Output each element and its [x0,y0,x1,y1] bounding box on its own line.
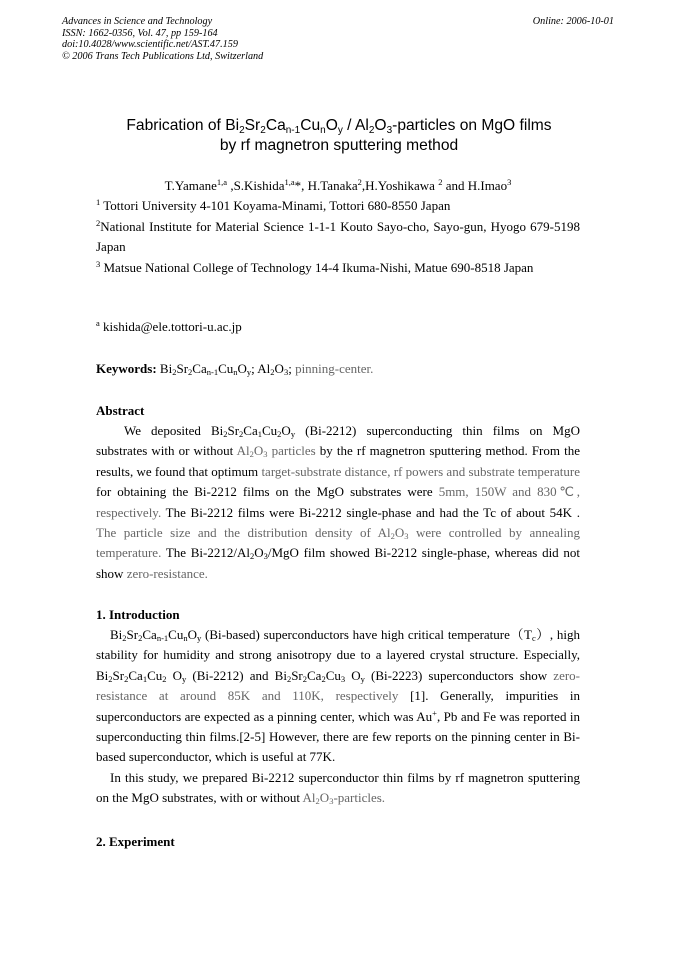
doi: doi:10.4028/www.scientific.net/AST.47.159 [62,39,238,51]
copyright: © 2006 Trans Tech Publications Ltd, Switzerland [62,50,264,62]
issn: ISSN: 1662-0356, Vol. 47, pp 159-164 [62,27,218,39]
email: $^a$ kishida@ele.tottori-u.ac.jp [96,318,242,334]
affiliation-2: $^2$National Institute for Material Science 1-1-1 Kouto Sayo-cho, Sayo-gun, Hyogo 679-5198 Japan [96,218,580,254]
journal-header [62,16,392,62]
introduction-heading: 1. Introduction [96,607,180,622]
title-line-1: Fabrication of $Bi_2Sr_2Ca_{n-1}Cu_nO_y$ / $Al_2O_3$-particles on MgO films [126,117,552,136]
experiment-heading: 2. Experiment [96,834,175,849]
abstract-text: We deposited $Bi_2Sr_2Ca_1Cu_2O_y$ (Bi-2212) superconducting thin films on MgO substrates with or without $Al_2O_3$ particles by the rf magnetron sputtering method. From the results, we found that optimum target-substrate distance, rf powers and substrate temperature for obtaining the Bi-2212 films on the MgO substrates were 5mm, 150W and 830℃, respectively. The Bi-2212 films were Bi-2212 single-phase and had the Tc of about 54K . The particle size and the distribution density of $Al_2O_3$ were controlled by annealing temperature. The $Bi-2212/Al_2O_3$/MgO film showed Bi-2212 single-phase, whereas did not show zero-resistance. [96,423,581,581]
author-list: T.Yamane$^{1,a}$ ,S.Kishida$^{1,a}$*, H.Tanaka$^2$,H.Yoshikawa $^2$ and H.Imao$^3$ [164,177,512,193]
abstract-heading: Abstract [96,403,145,418]
affiliation-1: $^1$ Tottori University 4-101 Koyama-Minami, Tottori 680-8550 Japan [96,197,451,213]
introduction-paragraph-2: In this study, we prepared Bi-2212 superconductor thin films by rf magnetron sputtering on the MgO substrates, with or without $Al_2O_3$-particles. [96,770,580,807]
journal-name: Advances in Science and Technology [62,16,213,27]
affiliation-3: $^3$ Matsue National College of Technology 14-4 Ikuma-Nishi, Matue 690-8518 Japan [96,259,534,275]
paper-title [90,116,588,156]
introduction-paragraph-1: $Bi_2Sr_2Ca_{n-1}Cu_nO_y$ (Bi-based) superconductors have high critical $temperature(T_c)$, high stability for humidity and strong anisotropy due to a layered crystal structure. Especially, $Bi_2Sr_2Ca_1Cu_2$ $O_y$ (Bi-2212) and $Bi_2Sr_2Ca_2Cu_3$ $O_y$ (Bi-2223) superconductors show zero-resistance at around 85K and 110K, respectively [1]. Generally, impurities in superconductors are expected as a pinning center, which was Au+, Pb and Fe was reported in superconducting thin films.[2-5] However, there are few reports on the pinning center in Bi-based superconductor, which is useful at 77K. [96,627,580,765]
online-date-header [533,16,614,28]
keywords: Keywords: $Bi_2Sr_2Ca_{n-1}Cu_nO_y$; $Al_2O_3$; pinning-center. [96,361,374,377]
title-line-2: by rf magnetron sputtering method [219,137,459,154]
online-date: Online: 2006-10-01 [532,16,614,27]
